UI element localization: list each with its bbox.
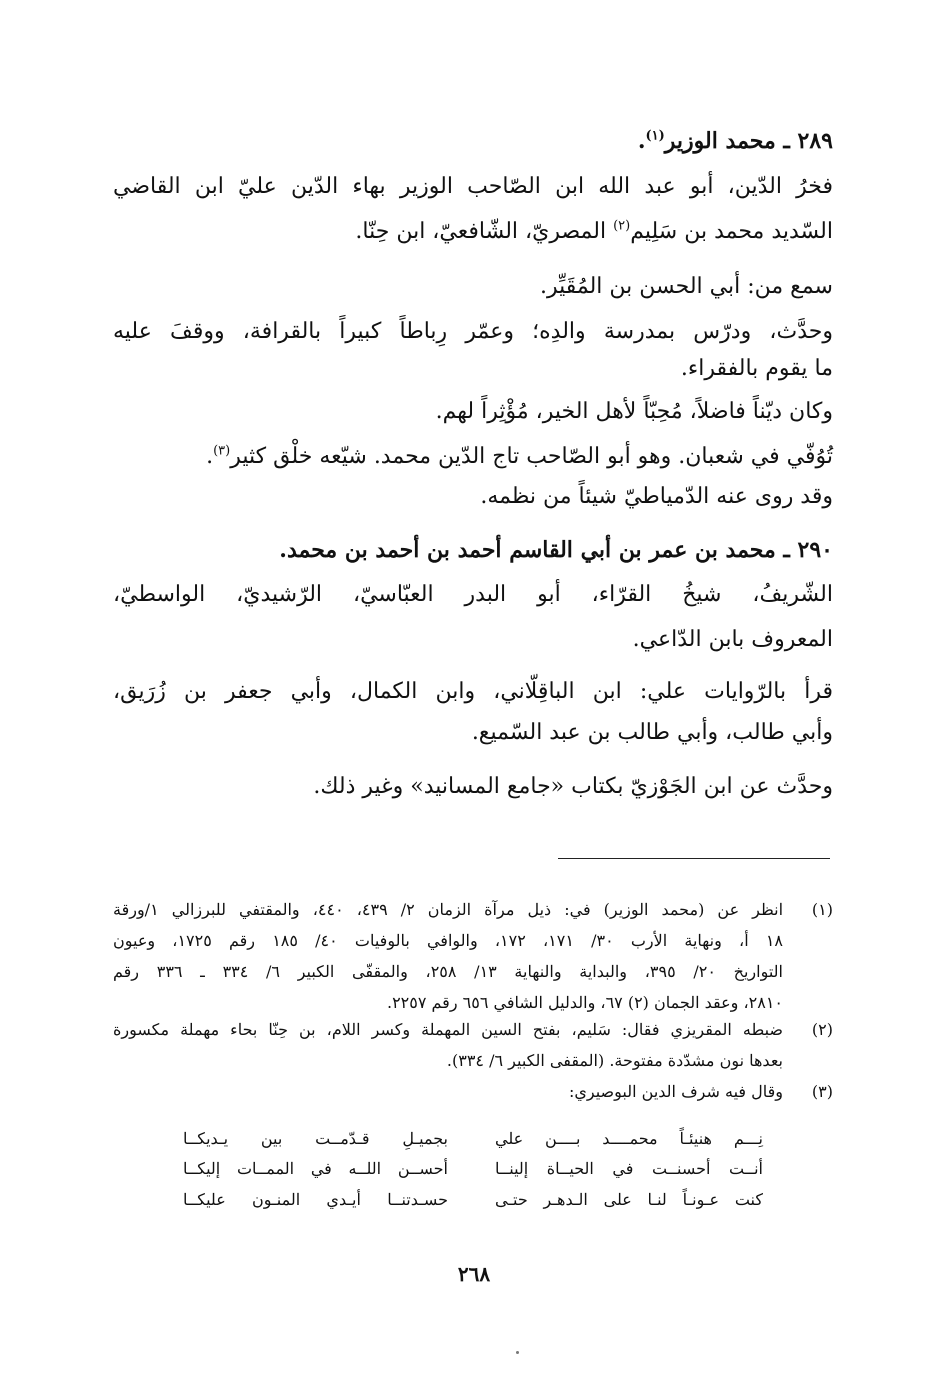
verse-second-hemistich: بجميـلِ قـدّمــت بين يـديكــا (183, 1129, 448, 1148)
text-line: قرأ بالرّوايات علي: ابن الباقِلّاني، وابن الكمال، وأبي جعفر بن زُرَيق، (113, 679, 833, 704)
heading-tail: . (637, 128, 646, 154)
footnote-ref-2: (٢) (613, 218, 631, 234)
entry-heading-289 (638, 121, 833, 161)
footnote-line: ١٨ أ، ونهاية الأرب ٣٠/ ١٧١، ١٧٢، والوافي بالوفيات ٤٠/ ١٨٥ رقم ١٧٢٥، وعيون (113, 931, 784, 950)
text-line: وكان ديّناً فاضلاً، مُحِبّاً لأهل الخير، مُؤْثِراً لهم. (435, 399, 833, 424)
text-line: وقد روى عنه الدّمياطيّ شيئاً من نظمه. (480, 484, 833, 509)
footnote-number: (١) (811, 900, 833, 919)
footnote-line: بعدها نون مشدّدة مفتوحة. (المقفى الكبير ٦/ ٣٣٤). (446, 1051, 783, 1070)
text-line: فخرُ الدّين، أبو عبد الله ابن الصّاحب الوزير بهاء الدّين عليّ ابن القاضي (113, 174, 833, 199)
footnote-line: انظر عن (محمد الوزير) في: ذيل مرآة الزمان ٢/ ٤٣٩، ٤٤٠، والمقتفي للبرزالي ١/ورقة (113, 900, 784, 919)
text-line: وحدَّث، ودرّس بمدرسة والدِه؛ وعمّر رِباطاً كبيراً بالقرافة، ووقفَ عليه (113, 319, 833, 344)
footnote-number: (٢) (811, 1020, 833, 1039)
heading-text: ٢٨٩ ـ محمد الوزير (664, 128, 833, 154)
line-text: تُوُفّي في شعبان. وهو أبو الصّاحب تاج الدّين محمد. شيّعه خلْق كثير (230, 444, 833, 469)
footnote-number: (٣) (811, 1082, 833, 1101)
text-line: وحدَّث عن ابن الجَوْزيّ بكتاب «جامع المسانيد» وغير ذلك. (313, 774, 833, 799)
line-text: السّديد محمد بن سَلِيم (630, 219, 833, 244)
footnote-line: وقال فيه شرف الدين البوصيري: (568, 1082, 783, 1101)
footnote-ref-3: (٣) (213, 443, 231, 459)
verse-first-hemistich: نِـــم هنيئـاً محمــــد بــــن علي (495, 1129, 763, 1148)
text-line: الشّريفُ، شيخُ القرّاء، أبو البدر العبّاسيّ، الرّشيديّ، الواسطيّ، (113, 582, 833, 607)
text-line: ما يقوم بالفقراء. (680, 356, 833, 381)
page-number: ٢٦٨ (457, 1262, 491, 1286)
text-line (355, 212, 833, 252)
footnote-line: ٢٨١٠، وعقد الجمان (٢) ٦٧، والدليل الشافي ٦٥٦ رقم ٢٢٥٧. (386, 993, 783, 1012)
footnote-ref-1: (١) (645, 128, 665, 144)
text-line: وأبي طالب، وأبي طالب بن عبد السّميع. (471, 720, 833, 745)
footnote-line: التواريخ ٢٠/ ٣٩٥، والبداية والنهاية ١٣/ ٢٥٨، والمقفّى الكبير ٦/ ٣٣٤ ـ ٣٣٦ رقم (113, 962, 783, 981)
verse-first-hemistich: كنت عـونـاً لنـا على الـدهـر حتـى (495, 1190, 763, 1209)
scan-speck (516, 1351, 519, 1354)
verse-second-hemistich: حسـدتنــا أيـدي المنـون عليكــا (183, 1190, 448, 1209)
line-tail: . (206, 444, 214, 469)
verse-first-hemistich: أنــت أحسنــت في الحيــاة إلينــا (495, 1159, 763, 1178)
line-tail: المصريّ، الشّافعيّ، ابن حِنّا. (355, 219, 614, 244)
text-line (206, 437, 833, 477)
footnote-line: ضبطه المقريزي فقال: سَليم، بفتح السين المهملة وكسر اللام، بن حِنّا بحاء مهملة مكسورة (113, 1020, 783, 1039)
text-line: المعروف بابن الدّاعي. (632, 627, 833, 652)
verse-second-hemistich: أحســن اللــه في الممــات إليكــا (183, 1159, 448, 1178)
entry-heading-290: ٢٩٠ ـ محمد بن عمر بن أبي القاسم أحمد بن أحمد بن محمد. (279, 537, 833, 563)
footnote-separator (558, 858, 830, 859)
text-line: سمع من: أبي الحسن بن المُقَيِّر. (539, 274, 833, 299)
